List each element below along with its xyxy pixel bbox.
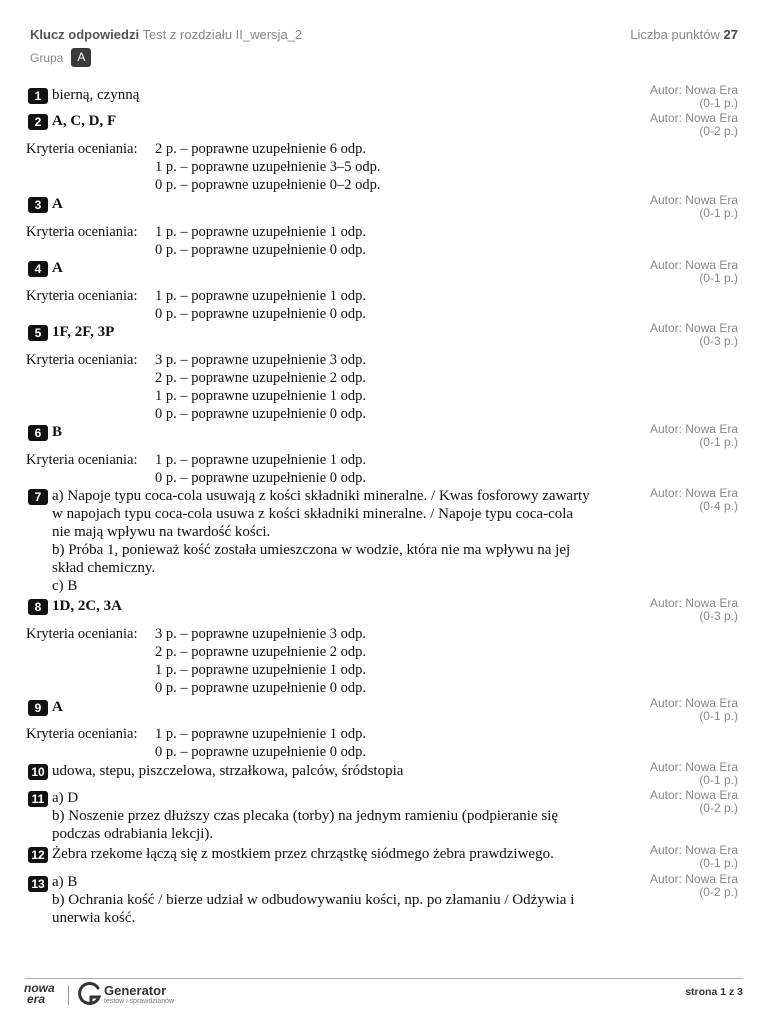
- criteria-line: 2 p. – poprawne uzupełnienie 6 odp.: [155, 141, 367, 157]
- author-5: [578, 322, 738, 347]
- author-name: Autor: Nowa Era: [649, 111, 738, 125]
- author-name: Autor: Nowa Era: [649, 596, 738, 610]
- criteria-line: 2 p. – poprawne uzupełnienie 2 odp.: [155, 644, 367, 661]
- criteria-label: Kryteria oceniania:: [26, 626, 138, 642]
- author-7: [578, 487, 738, 512]
- group-indicator: [30, 48, 91, 67]
- criteria-line: 0 p. – poprawne uzupełnienie 0 odp.: [155, 242, 367, 259]
- generator-subtitle: testów i sprawdzianów: [104, 998, 175, 1005]
- generator-logo-icon: [78, 982, 102, 1006]
- author-6: [578, 423, 738, 448]
- answer-key-title: [30, 27, 302, 42]
- author-13: [578, 873, 738, 898]
- author-points: (0-1 p.): [699, 270, 738, 285]
- points-value: 27: [723, 27, 738, 42]
- logo-separator: [68, 985, 69, 1005]
- author-points: (0-2 p.): [699, 884, 738, 899]
- author-points: (0-1 p.): [699, 708, 738, 723]
- logo-line-1: nowa: [24, 981, 55, 995]
- criteria-line: 1 p. – poprawne uzupełnienie 1 odp.: [155, 388, 367, 405]
- answer-3: A: [52, 196, 63, 212]
- generator-title: Generator: [104, 983, 167, 998]
- criteria-label: Kryteria oceniania:: [26, 726, 138, 742]
- answer-1: bierną, czynną: [52, 87, 140, 103]
- question-number-12: 12: [28, 847, 48, 863]
- criteria-line: 3 p. – poprawne uzupełnienie 3 odp.: [155, 626, 367, 642]
- criteria-label: Kryteria oceniania:: [26, 224, 138, 240]
- group-badge: A: [71, 48, 91, 67]
- answer-13: [52, 873, 574, 927]
- question-number-5: 5: [28, 325, 48, 341]
- group-label: Grupa: [30, 50, 64, 65]
- author-12: [578, 844, 738, 869]
- answer-line: a) Napoje typu coca-cola usuwają z kości składniki mineralne. / Kwas fosforowy zawarty: [52, 488, 590, 504]
- page-number: strona 1 z 3: [685, 986, 743, 998]
- author-points: (0-1 p.): [699, 95, 738, 110]
- author-points: (0-1 p.): [699, 434, 738, 449]
- criteria-label: Kryteria oceniania:: [26, 141, 138, 157]
- author-points: (0-3 p.): [699, 608, 738, 623]
- answer-10: udowa, stepu, piszczelowa, strzałkowa, palców, śródstopia: [52, 763, 404, 779]
- question-number-9: 9: [28, 700, 48, 716]
- question-number-3: 3: [28, 197, 48, 213]
- answer-7: [52, 487, 590, 595]
- footer-divider: [25, 978, 743, 979]
- criteria-label: Kryteria oceniania:: [26, 352, 138, 368]
- answer-line: w napojach typu coca-cola usuwa z kości składniki mineralne. / Napoje typu coca-cola: [52, 506, 574, 522]
- answer-line: nie mają wpływu na twardość kości.: [52, 524, 271, 540]
- author-name: Autor: Nowa Era: [649, 486, 738, 500]
- author-name: Autor: Nowa Era: [649, 760, 738, 774]
- author-name: Autor: Nowa Era: [649, 872, 738, 886]
- question-number-13: 13: [28, 876, 48, 892]
- title-rest: Test z rozdziału II_wersja_2: [142, 27, 303, 42]
- criteria-line: 0 p. – poprawne uzupełnienie 0 odp.: [155, 744, 367, 761]
- criteria-line: 1 p. – poprawne uzupełnienie 1 odp.: [155, 224, 367, 240]
- question-number-8: 8: [28, 599, 48, 615]
- author-name: Autor: Nowa Era: [649, 83, 738, 97]
- question-number-7: 7: [28, 489, 48, 505]
- criteria-line: 0 p. – poprawne uzupełnienie 0–2 odp.: [155, 177, 381, 194]
- answer-line: podczas odrabiania lekcji).: [52, 826, 214, 842]
- author-9: [578, 697, 738, 722]
- criteria-line: 0 p. – poprawne uzupełnienie 0 odp.: [155, 680, 367, 697]
- author-8: [578, 597, 738, 622]
- title-bold: Klucz odpowiedzi: [30, 27, 140, 42]
- answer-line: c) B: [52, 578, 78, 594]
- question-number-10: 10: [28, 764, 48, 780]
- author-points: (0-1 p.): [699, 772, 738, 787]
- points-label: Liczba punktów: [630, 27, 720, 42]
- author-name: Autor: Nowa Era: [649, 696, 738, 710]
- answer-4: A: [52, 260, 63, 276]
- author-name: Autor: Nowa Era: [649, 788, 738, 802]
- criteria-line: 1 p. – poprawne uzupełnienie 1 odp.: [155, 452, 367, 468]
- criteria-label: Kryteria oceniania:: [26, 452, 138, 468]
- nowa-era-logo: [24, 983, 55, 1005]
- answer-11: [52, 789, 558, 843]
- criteria-line: 2 p. – poprawne uzupełnienie 2 odp.: [155, 370, 367, 387]
- points-total: [630, 27, 738, 42]
- answer-line: skład chemiczny.: [52, 560, 156, 576]
- author-2: [578, 112, 738, 137]
- author-points: (0-2 p.): [699, 800, 738, 815]
- question-number-2: 2: [28, 114, 48, 130]
- question-number-11: 11: [28, 791, 48, 807]
- author-points: (0-1 p.): [699, 855, 738, 870]
- answer-8: 1D, 2C, 3A: [52, 598, 122, 614]
- criteria-line: 0 p. – poprawne uzupełnienie 0 odp.: [155, 406, 367, 423]
- author-name: Autor: Nowa Era: [649, 258, 738, 272]
- author-10: [578, 761, 738, 786]
- author-1: [578, 84, 738, 109]
- author-points: (0-2 p.): [699, 123, 738, 138]
- criteria-line: 0 p. – poprawne uzupełnienie 0 odp.: [155, 470, 367, 487]
- author-points: (0-1 p.): [699, 205, 738, 220]
- author-3: [578, 194, 738, 219]
- answer-line: b) Noszenie przez dłuższy czas plecaka (torby) na jednym ramieniu (podpieranie się: [52, 808, 559, 824]
- author-name: Autor: Nowa Era: [649, 321, 738, 335]
- question-number-4: 4: [28, 261, 48, 277]
- criteria-line: 3 p. – poprawne uzupełnienie 3 odp.: [155, 352, 367, 368]
- criteria-line: 1 p. – poprawne uzupełnienie 1 odp.: [155, 726, 367, 742]
- criteria-line: 1 p. – poprawne uzupełnienie 3–5 odp.: [155, 159, 381, 176]
- answer-12: Żebra rzekome łączą się z mostkiem przez chrząstkę siódmego żebra prawdziwego.: [52, 846, 554, 862]
- answer-line: b) Ochrania kość / bierze udział w odbudowywaniu kości, np. po złamaniu / Odżywia i: [52, 892, 575, 908]
- logo-line-2: era: [27, 992, 46, 1006]
- answer-2: A, C, D, F: [52, 113, 117, 129]
- author-points: (0-3 p.): [699, 333, 738, 348]
- answer-line: a) B: [52, 874, 78, 890]
- author-name: Autor: Nowa Era: [649, 422, 738, 436]
- question-number-1: 1: [28, 88, 48, 104]
- answer-line: unerwia kość.: [52, 910, 136, 926]
- question-number-6: 6: [28, 425, 48, 441]
- criteria-line: 1 p. – poprawne uzupełnienie 1 odp.: [155, 288, 367, 304]
- author-11: [578, 789, 738, 814]
- author-points: (0-4 p.): [699, 498, 738, 513]
- criteria-label: Kryteria oceniania:: [26, 288, 138, 304]
- answer-5: 1F, 2F, 3P: [52, 324, 115, 340]
- author-name: Autor: Nowa Era: [649, 843, 738, 857]
- answer-line: a) D: [52, 790, 79, 806]
- author-4: [578, 259, 738, 284]
- criteria-line: 0 p. – poprawne uzupełnienie 0 odp.: [155, 306, 367, 323]
- answer-9: A: [52, 699, 63, 715]
- criteria-line: 1 p. – poprawne uzupełnienie 1 odp.: [155, 662, 367, 679]
- answer-6: B: [52, 424, 63, 440]
- answer-line: b) Próba 1, ponieważ kość została umieszczona w wodzie, która nie ma wpływu na jej: [52, 542, 571, 558]
- author-name: Autor: Nowa Era: [649, 193, 738, 207]
